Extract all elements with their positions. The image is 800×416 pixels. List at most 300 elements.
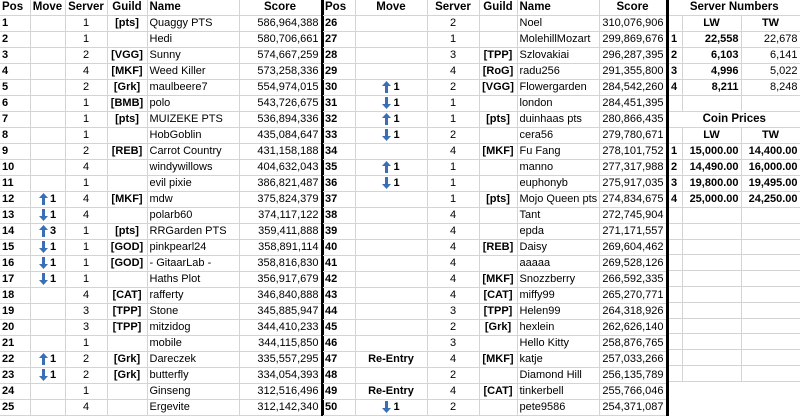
- guild: [pts]: [107, 16, 147, 32]
- player-name: tinkerbell: [517, 384, 599, 400]
- score: 269,528,126: [599, 256, 667, 272]
- player-name: london: [517, 96, 599, 112]
- table-row: [0, 368, 322, 384]
- coin-lw-header: LW: [682, 128, 741, 144]
- position: 7: [0, 112, 30, 128]
- table-row: [323, 384, 667, 400]
- move-value: 1: [393, 113, 400, 126]
- score: 554,974,015: [239, 80, 322, 96]
- move-cell: [30, 352, 65, 368]
- server-lw: 6,103: [682, 48, 741, 64]
- move-cell: [355, 352, 427, 368]
- guild: [479, 32, 517, 48]
- header-row: [323, 0, 667, 16]
- guild: [pts]: [479, 112, 517, 128]
- guild: [107, 336, 147, 352]
- position: 16: [0, 256, 30, 272]
- player-name: radu256: [517, 64, 599, 80]
- table-row: [0, 160, 322, 176]
- guild: [MKF]: [479, 352, 517, 368]
- table-row: [323, 128, 667, 144]
- score: 374,117,122: [239, 208, 322, 224]
- table-row: [0, 192, 322, 208]
- table-row: [323, 112, 667, 128]
- move-cell: [30, 272, 65, 288]
- move-cell: [30, 32, 65, 48]
- table-row: [0, 96, 322, 112]
- position: 47: [323, 352, 355, 368]
- player-name: Diamond Hill: [517, 368, 599, 384]
- server: 4: [427, 144, 479, 160]
- guild: [VGG]: [107, 48, 147, 64]
- score: 404,632,043: [239, 160, 322, 176]
- guild: [TPP]: [107, 304, 147, 320]
- guild: [479, 176, 517, 192]
- move-cell: [30, 400, 65, 416]
- position: 35: [323, 160, 355, 176]
- player-name: pete9586: [517, 400, 599, 416]
- table-row: [0, 336, 322, 352]
- score: 299,869,676: [599, 32, 667, 48]
- move-cell: [30, 160, 65, 176]
- player-name: rafferty: [147, 288, 239, 304]
- server-tw-header: TW: [741, 16, 800, 32]
- guild: [CAT]: [107, 288, 147, 304]
- player-name: cera56: [517, 128, 599, 144]
- leaderboard-middle: [323, 0, 669, 416]
- server: 4: [427, 352, 479, 368]
- player-name: pinkpearl24: [147, 240, 239, 256]
- arrow-down-icon: [39, 273, 48, 285]
- score: 312,516,496: [239, 384, 322, 400]
- move-cell: [355, 288, 427, 304]
- table-row: [0, 208, 322, 224]
- server: 1: [65, 272, 107, 288]
- score: 258,876,765: [599, 336, 667, 352]
- position: 40: [323, 240, 355, 256]
- arrow-down-icon: [382, 177, 391, 189]
- player-name: Dareczek: [147, 352, 239, 368]
- col-guild: Guild: [107, 0, 147, 16]
- guild: [Grk]: [107, 368, 147, 384]
- table-row: [323, 16, 667, 32]
- table-row: [0, 64, 322, 80]
- server: 4: [427, 64, 479, 80]
- table-row: [323, 192, 667, 208]
- move-cell: [355, 256, 427, 272]
- player-name: miffy99: [517, 288, 599, 304]
- player-name: hexlein: [517, 320, 599, 336]
- move-cell: [30, 208, 65, 224]
- server: 4: [65, 160, 107, 176]
- position: 19: [0, 304, 30, 320]
- score: 296,287,395: [599, 48, 667, 64]
- table-row: [323, 256, 667, 272]
- col-score: Score: [239, 0, 322, 16]
- guild: [CAT]: [479, 384, 517, 400]
- server: 4: [427, 224, 479, 240]
- player-name: duinhaas pts: [517, 112, 599, 128]
- coin-index: 4: [669, 192, 682, 208]
- table-row: [323, 80, 667, 96]
- server: 2: [427, 320, 479, 336]
- server: 1: [65, 240, 107, 256]
- score: 346,840,888: [239, 288, 322, 304]
- server: 2: [427, 16, 479, 32]
- coin-row: [669, 192, 800, 208]
- server-lw-header: LW: [682, 16, 741, 32]
- col-move: Move: [355, 0, 427, 16]
- header-row: [0, 0, 322, 16]
- guild: [107, 272, 147, 288]
- move-value: 1: [49, 209, 57, 222]
- position: 15: [0, 240, 30, 256]
- arrow-up-icon: [382, 113, 391, 125]
- player-name: Haths Plot: [147, 272, 239, 288]
- guild: [TPP]: [479, 48, 517, 64]
- player-name: manno: [517, 160, 599, 176]
- score: 375,824,379: [239, 192, 322, 208]
- coin-lw: 19,800.00: [682, 176, 741, 192]
- guild: [MKF]: [479, 144, 517, 160]
- server: 1: [65, 16, 107, 32]
- server: 2: [65, 48, 107, 64]
- guild: [107, 400, 147, 416]
- server: 1: [427, 160, 479, 176]
- table-row: [323, 272, 667, 288]
- score: 543,726,675: [239, 96, 322, 112]
- guild: [MKF]: [107, 64, 147, 80]
- coin-tw: 16,000.00: [741, 160, 800, 176]
- player-name: mdw: [147, 192, 239, 208]
- position: 17: [0, 272, 30, 288]
- position: 30: [323, 80, 355, 96]
- position: 48: [323, 368, 355, 384]
- table-row: [323, 160, 667, 176]
- position: 29: [323, 64, 355, 80]
- position: 36: [323, 176, 355, 192]
- move-cell: [30, 96, 65, 112]
- move-cell: [355, 192, 427, 208]
- server: 2: [65, 368, 107, 384]
- table-row: [323, 240, 667, 256]
- position: 50: [323, 400, 355, 416]
- guild: [REB]: [107, 144, 147, 160]
- position: 45: [323, 320, 355, 336]
- server: 2: [65, 352, 107, 368]
- player-name: Helen99: [517, 304, 599, 320]
- score: 279,780,671: [599, 128, 667, 144]
- table-row: [0, 384, 322, 400]
- player-name: windywillows: [147, 160, 239, 176]
- position: 33: [323, 128, 355, 144]
- move-cell: [30, 48, 65, 64]
- server: 4: [427, 384, 479, 400]
- move-cell: [355, 384, 427, 400]
- player-name: Quaggy PTS: [147, 16, 239, 32]
- move-cell: [355, 224, 427, 240]
- side-panel: [669, 0, 800, 382]
- move-cell: [30, 240, 65, 256]
- guild: [TPP]: [479, 304, 517, 320]
- server-lw: 8,211: [682, 80, 741, 96]
- table-row: [323, 368, 667, 384]
- table-row: [323, 352, 667, 368]
- guild: [pts]: [107, 112, 147, 128]
- position: 44: [323, 304, 355, 320]
- server: 4: [65, 288, 107, 304]
- table-row: [323, 224, 667, 240]
- col-name: Name: [147, 0, 239, 16]
- server: 2: [427, 368, 479, 384]
- server: 2: [65, 80, 107, 96]
- server: 1: [427, 176, 479, 192]
- coin-index: 1: [669, 144, 682, 160]
- guild: [Grk]: [479, 320, 517, 336]
- score: 284,542,260: [599, 80, 667, 96]
- guild: [Grk]: [107, 352, 147, 368]
- arrow-down-icon: [39, 369, 48, 381]
- server-row: [669, 32, 800, 48]
- arrow-down-icon: [39, 209, 48, 221]
- arrow-up-icon: [382, 161, 391, 173]
- server-row: [669, 64, 800, 80]
- score: 266,592,335: [599, 272, 667, 288]
- player-name: butterfly: [147, 368, 239, 384]
- coin-index: 2: [669, 160, 682, 176]
- guild: [Grk]: [107, 80, 147, 96]
- table-row: [323, 208, 667, 224]
- guild: [479, 224, 517, 240]
- server: 1: [65, 128, 107, 144]
- table-row: [0, 256, 322, 272]
- col-move: Move: [30, 0, 65, 16]
- player-name: mitzidog: [147, 320, 239, 336]
- player-name: Hello Kitty: [517, 336, 599, 352]
- move-value: 1: [393, 97, 400, 110]
- move-cell: [355, 176, 427, 192]
- score: 586,964,388: [239, 16, 322, 32]
- server: 4: [65, 192, 107, 208]
- score: 291,355,800: [599, 64, 667, 80]
- table-row: [0, 128, 322, 144]
- server-index: 3: [669, 64, 682, 80]
- player-name: Noel: [517, 16, 599, 32]
- server: 3: [65, 320, 107, 336]
- col-pos: Pos: [323, 0, 355, 16]
- table-row: [0, 176, 322, 192]
- guild: [107, 32, 147, 48]
- coin-row: [669, 176, 800, 192]
- move-cell: [30, 176, 65, 192]
- coin-lw: 15,000.00: [682, 144, 741, 160]
- score: 335,557,295: [239, 352, 322, 368]
- coin-tw-header: TW: [741, 128, 800, 144]
- position: 24: [0, 384, 30, 400]
- position: 38: [323, 208, 355, 224]
- server-tw: 6,141: [741, 48, 800, 64]
- score: 356,917,679: [239, 272, 322, 288]
- server: 4: [65, 208, 107, 224]
- arrow-down-icon: [382, 129, 391, 141]
- table-row: [0, 16, 322, 32]
- arrow-down-icon: [39, 241, 48, 253]
- table-row: [0, 272, 322, 288]
- guild: [479, 208, 517, 224]
- move-value: 1: [393, 129, 400, 142]
- move-cell: [30, 368, 65, 384]
- position: 6: [0, 96, 30, 112]
- move-cell: [30, 384, 65, 400]
- score: 358,891,114: [239, 240, 322, 256]
- player-name: HobGoblin: [147, 128, 239, 144]
- table-row: [0, 224, 322, 240]
- guild: [479, 96, 517, 112]
- move-value: 1: [393, 81, 400, 94]
- guild: [BMB]: [107, 96, 147, 112]
- guild: [107, 176, 147, 192]
- server: 1: [427, 112, 479, 128]
- player-name: Hedi: [147, 32, 239, 48]
- move-cell: [30, 224, 65, 240]
- table-row: [0, 352, 322, 368]
- position: 37: [323, 192, 355, 208]
- player-name: Stone: [147, 304, 239, 320]
- position: 12: [0, 192, 30, 208]
- move-value: Re-Entry: [368, 385, 414, 398]
- player-name: Sunny: [147, 48, 239, 64]
- move-value: 1: [49, 241, 57, 254]
- move-cell: [30, 64, 65, 80]
- server: 4: [65, 400, 107, 416]
- server-row: [669, 80, 800, 96]
- col-pos: Pos: [0, 0, 30, 16]
- move-cell: [30, 16, 65, 32]
- server: 1: [427, 96, 479, 112]
- table-row: [0, 32, 322, 48]
- table-row: [323, 64, 667, 80]
- score: 358,816,830: [239, 256, 322, 272]
- score: 574,667,259: [239, 48, 322, 64]
- player-name: Weed Killer: [147, 64, 239, 80]
- move-cell: [30, 256, 65, 272]
- score: 280,866,435: [599, 112, 667, 128]
- server: 1: [427, 32, 479, 48]
- move-value: Re-Entry: [368, 353, 414, 366]
- position: 42: [323, 272, 355, 288]
- server: 3: [65, 304, 107, 320]
- server-lw: 22,558: [682, 32, 741, 48]
- guild: [107, 160, 147, 176]
- move-cell: [355, 400, 427, 416]
- player-name: euphonyb: [517, 176, 599, 192]
- server-numbers-title: Server Numbers: [669, 0, 800, 16]
- score: 536,894,336: [239, 112, 322, 128]
- score: 271,171,557: [599, 224, 667, 240]
- move-cell: [355, 368, 427, 384]
- move-cell: [30, 144, 65, 160]
- move-cell: [355, 48, 427, 64]
- move-cell: [30, 304, 65, 320]
- move-value: 1: [393, 161, 400, 174]
- arrow-down-icon: [382, 97, 391, 109]
- score: 345,885,947: [239, 304, 322, 320]
- move-value: 1: [49, 193, 57, 206]
- guild: [MKF]: [479, 272, 517, 288]
- coin-index: 3: [669, 176, 682, 192]
- move-value: 1: [393, 401, 400, 414]
- guild: [107, 208, 147, 224]
- coin-tw: 14,400.00: [741, 144, 800, 160]
- server: 1: [65, 176, 107, 192]
- guild: [107, 384, 147, 400]
- position: 31: [323, 96, 355, 112]
- move-cell: [355, 208, 427, 224]
- guild: [479, 16, 517, 32]
- table-row: [0, 144, 322, 160]
- server: 3: [427, 48, 479, 64]
- coin-lw: 25,000.00: [682, 192, 741, 208]
- position: 41: [323, 256, 355, 272]
- position: 32: [323, 112, 355, 128]
- table-row: [0, 304, 322, 320]
- guild: [479, 128, 517, 144]
- score: 312,142,340: [239, 400, 322, 416]
- arrow-up-icon: [39, 353, 48, 365]
- server: 4: [427, 272, 479, 288]
- table-row: [0, 112, 322, 128]
- position: 2: [0, 32, 30, 48]
- guild: [479, 368, 517, 384]
- score: 278,101,752: [599, 144, 667, 160]
- position: 26: [323, 16, 355, 32]
- table-row: [323, 32, 667, 48]
- server: 1: [65, 384, 107, 400]
- player-name: polarb60: [147, 208, 239, 224]
- server: 3: [427, 304, 479, 320]
- position: 11: [0, 176, 30, 192]
- score: 344,410,233: [239, 320, 322, 336]
- move-cell: [355, 272, 427, 288]
- player-name: aaaaa: [517, 256, 599, 272]
- arrow-up-icon: [39, 225, 48, 237]
- server: 1: [427, 192, 479, 208]
- move-cell: [355, 96, 427, 112]
- coin-tw: 19,495.00: [741, 176, 800, 192]
- score: 257,033,266: [599, 352, 667, 368]
- score: 275,917,035: [599, 176, 667, 192]
- player-name: katje: [517, 352, 599, 368]
- arrow-down-icon: [382, 401, 391, 413]
- table-row: [323, 288, 667, 304]
- score: 573,258,336: [239, 64, 322, 80]
- move-cell: [355, 304, 427, 320]
- position: 5: [0, 80, 30, 96]
- server-row: [669, 48, 800, 64]
- score: 265,270,771: [599, 288, 667, 304]
- position: 34: [323, 144, 355, 160]
- guild: [pts]: [107, 224, 147, 240]
- server: 1: [65, 32, 107, 48]
- player-name: mobile: [147, 336, 239, 352]
- move-value: 1: [49, 353, 57, 366]
- move-cell: [355, 144, 427, 160]
- server: 1: [65, 112, 107, 128]
- table-row: [0, 48, 322, 64]
- server-index: 4: [669, 80, 682, 96]
- score: 580,706,661: [239, 32, 322, 48]
- guild: [479, 336, 517, 352]
